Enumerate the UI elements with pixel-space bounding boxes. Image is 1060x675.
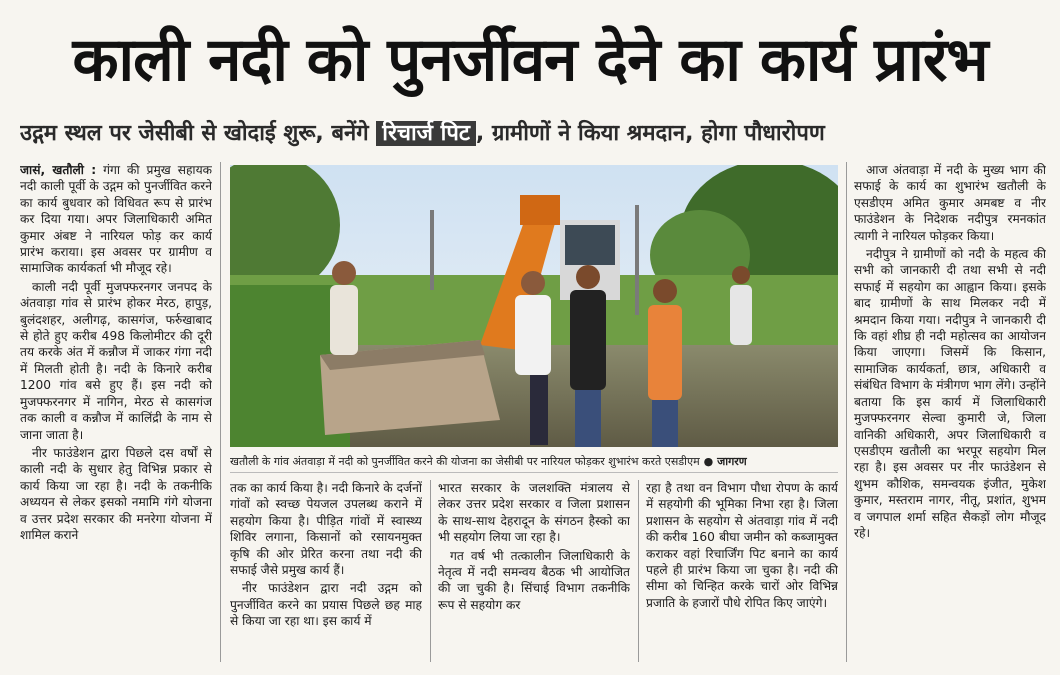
subheadline: [20, 114, 1045, 154]
photo-caption: [230, 452, 838, 473]
paragraph: आज अंतवाड़ा में नदी के मुख्य भाग की सफाई के कार्य का शुभारंभ खतौली के एसडीएम अमित कुमार अमबष्ट व नीर फाउंडेशन के निदेशक नदीपुत्र रमनकांत त्यागी ने नारियल फोड़कर किया।: [854, 163, 1046, 243]
paragraph: भारत सरकार के जलशक्ति मंत्रालय से लेकर उत्तर प्रदेश सरकार व जिला प्रशासन के साथ-साथ देहरादून के संगठन हैस्को का भी सहयोग लिया जा रहा है।: [438, 481, 630, 545]
article-column-5: [854, 162, 1046, 662]
paragraph: नीर फाउंडेशन द्वारा नदी उद्गम को पुनर्जीवित करने का प्रयास पिछले छह माह से किया जा रहा था। इस कार्य में: [230, 581, 422, 629]
column-divider: [846, 162, 847, 662]
news-photo: [230, 165, 838, 447]
article-column-3: [438, 480, 630, 662]
caption-text: खतौली के गांव अंतवाड़ा में नदी को पुनर्जीवित करने की योजना का जेसीबी पर नारियल फोड़कर शुभारंभ करते एसडीएम: [230, 455, 700, 468]
paragraph-text: गंगा की प्रमुख सहायक नदी काली पूर्वी के उद्गम को पुनर्जीवित करने का कार्य बुधवार को विधिवत रूप से प्रारंभ कर दिया गया। अपर जिलाधिकारी अमित कुमार अंबष्ट ने नारियल फोड़ कर कार्य प्रारंभ कराया। इस अवसर पर ग्रामीण व सामाजिक कार्यकर्ता भी मौजूद रहे।: [20, 163, 212, 276]
subhead-highlight: रिचार्ज पिट: [376, 121, 476, 146]
column-divider: [430, 480, 431, 662]
paragraph: काली नदी पूर्वी मुजफ्फरनगर जनपद के अंतवाड़ा गांव से प्रारंभ होकर मेरठ, हापुड़, बुलंदशहर, अलीगढ़, कासगंज, फर्रुखाबाद से होते हुए करीब 498 किलोमीटर की दूरी तय करके अंत में कन्नौज में जाकर गंगा नदी में मिलती होती है। नदी के किनारे करीब 1200 गांव बसे हुए हैं। इस नदी को मुजफ्फरनगर में नागिन, मेरठ से कासगंज तक काली व कन्नौज में कालिंद्री के नाम से जाना जाता है।: [20, 279, 212, 442]
article-column-2: [230, 480, 422, 662]
column-divider: [220, 162, 221, 662]
subhead-text-after: , ग्रामीणों ने किया श्रमदान, होगा पौधारोपण: [475, 121, 825, 146]
paragraph: रहा है तथा वन विभाग पौधा रोपण के कार्य में सहयोगी की भूमिका निभा रहा है। जिला प्रशासन के सहयोग से अंतवाड़ा गांव में नदी की करीब 160 बीघा जमीन को कब्जामुक्त कराकर वहां रिचार्जिंग पिट बनाने का कार्य पहले ही प्रारंभ किया जा चुका है। नदी की सीमा को चिन्हित करके चारों ओर विभिन्न प्रजाति के हजारों पौधे रोपित किए जाएंगे।: [646, 481, 838, 610]
paragraph: गत वर्ष भी तत्कालीन जिलाधिकारी के नेतृत्व में नदी समन्वय बैठक भी आयोजित की जा चुकी है। सिंचाई विभाग तकनीकि रूप से सहयोग कर: [438, 548, 630, 612]
headline: काली नदी को पुनर्जीवन देने का कार्य प्रारंभ: [72, 25, 988, 95]
paragraph: तक का कार्य किया है। नदी किनारे के दर्जनों गांवों को स्वच्छ पेयजल उपलब्ध कराने में सहयोग किया है। पीड़ित गांवों में स्वास्थ्य शिविर लगाना, किसानों को रसायनमुक्त कृषि की ओर प्रेरित करना तथा नदी की सफाई जैसे प्रमुख कार्य हैं।: [230, 481, 422, 578]
paragraph: नीर फाउंडेशन द्वारा पिछले दस वर्षों से काली नदी के सुधार हेतु विभिन्न प्रकार से कार्य किया जा रहा है। नदी के तकनीकि अध्ययन से लेकर इसको नमामि गंगे योजना व उत्तर प्रदेश सरकार की मनरेगा योजना में शामिल कराने: [20, 445, 212, 542]
dateline: जासं, खतौली :: [20, 163, 97, 177]
jcb-scene-photo: [230, 165, 838, 447]
article-column-4: [646, 480, 838, 662]
column-divider: [638, 480, 639, 662]
subhead-text-before: उद्गम स्थल पर जेसीबी से खोदाई शुरू, बनेंगे: [20, 121, 377, 146]
photo-credit: ● जागरण: [703, 455, 747, 468]
paragraph: नदीपुत्र ने ग्रामीणों को नदी के महत्व की सभी को जानकारी दी तथा सभी से नदी सफाई में सहयोग का आह्वान किया। इसके बाद ग्रामीणों के साथ मिलकर नदी में श्रमदान किया गया। नदीपुत्र ने जानकारी दी कि वहां शीघ्र ही नदी महोत्सव का आयोजन किया जाएगा। जिसमें कि किसान, सामाजिक कार्यकर्ता, छात्र, अधिकारी व संबंधित विभाग के मंत्रीगण भाग लेंगे। उन्होंने बताया कि इस कार्य में जिलाधिकारी मुजफ्फरनगर सेल्वा कुमारी जे, जिला वानिकी अधिकारी, अपर जिलाधिकारी व एसडीएम खतौली का भरपूर सहयोग मिल रहा है। इस अवसर पर नीर फाउंडेशन से शुभम कौशिक, समन्वयक इंजीत, मुकेश कुमार, मस्तराम नागर, नीतू, प्रशांत, शुभम व जगपाल शर्मा सहित सैकड़ों लोग मौजूद रहे।: [854, 247, 1046, 540]
paragraph: [20, 162, 212, 277]
article-column-1: [20, 162, 212, 662]
